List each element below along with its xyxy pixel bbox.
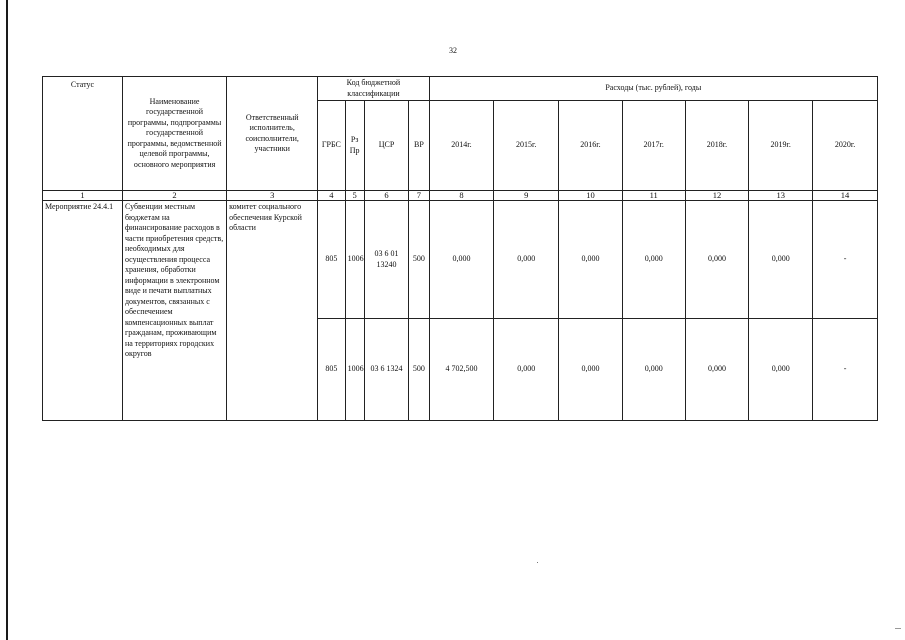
row-value-2015: 0,000 [494, 201, 559, 319]
row-value-2019: 0,000 [749, 201, 813, 319]
row-vr: 500 [409, 201, 429, 319]
header-kbk-grbs: ГРБС [318, 101, 345, 191]
budget-table [42, 76, 878, 421]
row-value-2014: 4 702,500 [429, 319, 494, 421]
row-value-2017: 0,000 [622, 201, 685, 319]
row-value-2014: 0,000 [429, 201, 494, 319]
row-value-2020: - [813, 201, 878, 319]
row-value-2016: 0,000 [559, 319, 623, 421]
col-number: 12 [685, 191, 749, 201]
row-grbs: 805 [318, 319, 345, 421]
row-value-2018: 0,000 [685, 201, 749, 319]
col-number: 11 [622, 191, 685, 201]
col-number: 7 [409, 191, 429, 201]
col-number: 8 [429, 191, 494, 201]
col-number: 13 [749, 191, 813, 201]
col-number: 9 [494, 191, 559, 201]
scan-speck [537, 562, 538, 563]
header-year-2015: 2015г. [494, 101, 559, 191]
header-year-2020: 2020г. [813, 101, 878, 191]
row-value-2020: - [813, 319, 878, 421]
header-year-2018: 2018г. [685, 101, 749, 191]
row-program-name: Субвенции местным бюджетам на финансирование расходов в части приобретения средств, необходимых для осуществления процесса хранения, обработки информации в электронном виде и печати выплатных документов, связанных с обеспечением компенсационных выплат гражданам, проживающим на территориях городских округов [122, 201, 226, 421]
col-number: 3 [227, 191, 318, 201]
row-vr: 500 [409, 319, 429, 421]
header-status: Статус [43, 77, 123, 191]
row-value-2016: 0,000 [559, 201, 623, 319]
row-rzpr: 1006 [345, 319, 364, 421]
header-year-2017: 2017г. [622, 101, 685, 191]
row-value-2019: 0,000 [749, 319, 813, 421]
row-grbs: 805 [318, 201, 345, 319]
row-csr: 03 6 01 13240 [364, 201, 409, 319]
header-expenses-group: Расходы (тыс. рублей), годы [429, 77, 877, 101]
col-number: 14 [813, 191, 878, 201]
row-rzpr: 1006 [345, 201, 364, 319]
row-csr: 03 6 1324 [364, 319, 409, 421]
header-program-name: Наименование государственной программы, подпрограммы государственной программы, ведомственной целевой программы, основного мероприятия [122, 77, 226, 191]
row-value-2018: 0,000 [685, 319, 749, 421]
col-number: 2 [122, 191, 226, 201]
header-kbk-csr: ЦСР [364, 101, 409, 191]
header-year-2014: 2014г. [429, 101, 494, 191]
page-number: 32 [449, 46, 457, 55]
col-number: 4 [318, 191, 345, 201]
col-number: 5 [345, 191, 364, 201]
header-executor: Ответственный исполнитель, соисполнители, участники [227, 77, 318, 191]
header-kbk-rzpr: Рз Пр [345, 101, 364, 191]
col-number: 6 [364, 191, 409, 201]
row-value-2015: 0,000 [494, 319, 559, 421]
header-year-2016: 2016г. [559, 101, 623, 191]
col-number: 10 [559, 191, 623, 201]
row-value-2017: 0,000 [622, 319, 685, 421]
row-status: Мероприятие 24.4.1 [43, 201, 123, 421]
table-row [43, 201, 878, 319]
col-number: 1 [43, 191, 123, 201]
header-kbk-group: Код бюджетной классификации [318, 77, 429, 101]
column-number-row [43, 191, 878, 201]
header-year-2019: 2019г. [749, 101, 813, 191]
scan-mark [895, 628, 901, 629]
header-kbk-vr: ВР [409, 101, 429, 191]
left-margin-rule [6, 0, 8, 640]
header-row-1 [43, 77, 878, 101]
row-executor: комитет социального обеспечения Курской области [227, 201, 318, 421]
